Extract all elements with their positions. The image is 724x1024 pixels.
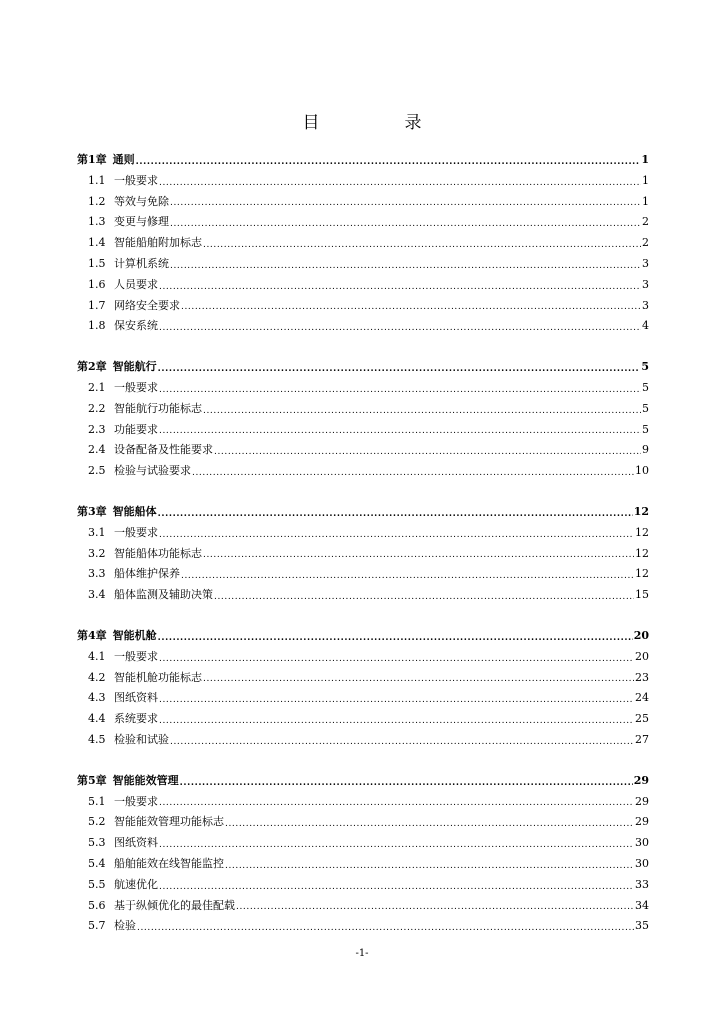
dot-leader <box>159 836 634 854</box>
section-number: 1.4 <box>88 236 106 250</box>
section-number: 5.7 <box>88 919 106 933</box>
chapter-title: 智能机舱 <box>112 628 157 642</box>
section-page: 25 <box>635 712 649 726</box>
dot-leader <box>137 919 634 937</box>
section-title: 一般要求 <box>114 649 158 663</box>
section-number: 5.2 <box>88 815 106 829</box>
chapter-page: 1 <box>641 153 649 166</box>
section-title: 设备配备及性能要求 <box>114 443 213 457</box>
section-number: 5.3 <box>88 836 106 850</box>
section-page: 12 <box>635 525 649 539</box>
section-title: 人员要求 <box>114 277 158 291</box>
toc-section-entry[interactable] <box>77 812 649 833</box>
toc-section-entry[interactable] <box>77 647 649 668</box>
toc-chapter-entry[interactable] <box>77 626 649 647</box>
section-page: 33 <box>635 877 649 891</box>
section-number: 5.5 <box>88 877 106 891</box>
dot-leader <box>170 215 641 233</box>
section-page: 29 <box>635 815 649 829</box>
section-number: 2.2 <box>88 401 106 415</box>
toc-chapter-block <box>77 502 649 606</box>
dot-leader <box>159 878 634 896</box>
toc-section-entry[interactable] <box>77 668 649 689</box>
section-title: 船舶能效在线智能监控 <box>114 856 224 870</box>
dot-leader <box>214 588 634 606</box>
dot-leader <box>159 381 641 399</box>
section-page: 23 <box>635 670 649 684</box>
toc-section-entry[interactable] <box>77 688 649 709</box>
toc-section-entry[interactable] <box>77 730 649 751</box>
section-number: 1.7 <box>88 298 106 312</box>
toc-chapter-entry[interactable] <box>77 771 649 792</box>
section-page: 3 <box>642 256 649 270</box>
dot-leader <box>158 360 641 378</box>
section-number: 3.4 <box>88 588 106 602</box>
section-number: 3.2 <box>88 546 106 560</box>
chapter-number: 第2章 <box>77 360 107 374</box>
section-number: 4.4 <box>88 712 106 726</box>
section-number: 4.3 <box>88 691 106 705</box>
dot-leader <box>181 567 634 585</box>
chapter-title: 通则 <box>112 153 135 166</box>
toc-section-entry[interactable] <box>77 461 649 482</box>
dot-leader <box>214 443 641 461</box>
toc-section-entry[interactable] <box>77 316 649 337</box>
section-title: 图纸资料 <box>114 691 158 705</box>
section-title: 保安系统 <box>114 319 158 333</box>
section-page: 5 <box>642 380 649 394</box>
section-number: 4.1 <box>88 649 106 663</box>
chapter-number: 第4章 <box>77 628 107 642</box>
section-number: 4.5 <box>88 732 106 746</box>
section-title: 船体监测及辅助决策 <box>114 588 213 602</box>
section-title: 等效与免除 <box>114 194 169 208</box>
dot-leader <box>159 422 641 440</box>
section-number: 2.3 <box>88 422 106 436</box>
section-title: 基于纵倾优化的最佳配载 <box>114 898 235 912</box>
toc-section-entry[interactable] <box>77 275 649 296</box>
toc-section-entry[interactable] <box>77 212 649 233</box>
section-number: 2.1 <box>88 380 106 394</box>
section-page: 4 <box>642 319 649 333</box>
toc-section-entry[interactable] <box>77 544 649 565</box>
section-number: 5.1 <box>88 794 106 808</box>
section-title: 智能船体功能标志 <box>114 546 202 560</box>
toc-section-entry[interactable] <box>77 792 649 813</box>
toc-section-entry[interactable] <box>77 896 649 917</box>
section-title: 检验和试验 <box>114 732 169 746</box>
dot-leader <box>170 733 634 751</box>
section-number: 1.8 <box>88 319 106 333</box>
section-page: 3 <box>642 277 649 291</box>
dot-leader <box>159 794 634 812</box>
section-title: 网络安全要求 <box>114 298 180 312</box>
chapter-number: 第1章 <box>77 153 107 166</box>
toc-chapter-entry[interactable] <box>77 150 649 171</box>
dot-leader <box>136 153 641 171</box>
chapter-title: 智能船体 <box>112 504 157 518</box>
dot-leader <box>159 691 634 709</box>
section-page: 12 <box>635 567 649 581</box>
section-page: 5 <box>642 401 649 415</box>
toc-chapter-entry[interactable] <box>77 357 649 378</box>
section-page: 27 <box>635 732 649 746</box>
section-title: 智能机舱功能标志 <box>114 670 202 684</box>
section-number: 3.1 <box>88 525 106 539</box>
dot-leader <box>170 257 641 275</box>
section-number: 2.4 <box>88 443 106 457</box>
toc-chapter-block <box>77 357 649 482</box>
dot-leader <box>159 319 641 337</box>
section-title: 航速优化 <box>114 877 158 891</box>
dot-leader <box>181 298 641 316</box>
section-number: 1.3 <box>88 215 106 229</box>
dot-leader <box>159 712 634 730</box>
toc-section-entry[interactable] <box>77 399 649 420</box>
section-title: 一般要求 <box>114 173 158 187</box>
dot-leader <box>159 650 634 668</box>
section-title: 检验 <box>114 919 136 933</box>
section-number: 3.3 <box>88 567 106 581</box>
section-title: 功能要求 <box>114 422 158 436</box>
dot-leader <box>158 505 633 523</box>
dot-leader <box>203 546 634 564</box>
dot-leader <box>236 898 634 916</box>
dot-leader <box>159 526 634 544</box>
section-page: 9 <box>642 443 649 457</box>
section-number: 2.5 <box>88 464 106 478</box>
section-page: 34 <box>635 898 649 912</box>
section-number: 1.6 <box>88 277 106 291</box>
toc-section-entry[interactable] <box>77 296 649 317</box>
section-title: 智能能效管理功能标志 <box>114 815 224 829</box>
section-title: 系统要求 <box>114 712 158 726</box>
section-title: 计算机系统 <box>114 256 169 270</box>
section-number: 1.2 <box>88 194 106 208</box>
toc-section-entry[interactable] <box>77 585 649 606</box>
chapter-page: 29 <box>633 773 649 787</box>
section-page: 10 <box>635 464 649 478</box>
dot-leader <box>203 670 634 688</box>
toc-section-entry[interactable] <box>77 916 649 937</box>
toc-section-entry[interactable] <box>77 523 649 544</box>
section-page: 1 <box>642 194 649 208</box>
section-page: 30 <box>635 836 649 850</box>
chapter-page: 5 <box>641 360 649 374</box>
chapter-number: 第3章 <box>77 504 107 518</box>
toc-section-entry[interactable] <box>77 254 649 275</box>
toc-chapter-entry[interactable] <box>77 502 649 523</box>
toc-section-entry[interactable] <box>77 192 649 213</box>
toc-section-entry[interactable] <box>77 440 649 461</box>
section-page: 2 <box>642 236 649 250</box>
section-title: 一般要求 <box>114 380 158 394</box>
chapter-number: 第5章 <box>77 773 107 787</box>
dot-leader <box>203 236 641 254</box>
dot-leader <box>203 402 641 420</box>
chapter-title: 智能航行 <box>112 360 157 374</box>
toc-section-entry[interactable] <box>77 171 649 192</box>
section-title: 变更与修理 <box>114 215 169 229</box>
page-number: -1- <box>355 948 369 959</box>
table-of-contents <box>77 150 649 957</box>
section-page: 15 <box>635 588 649 602</box>
chapter-page: 12 <box>633 504 649 518</box>
dot-leader <box>225 857 634 875</box>
toc-section-entry[interactable] <box>77 854 649 875</box>
section-page: 35 <box>635 919 649 933</box>
toc-section-entry[interactable] <box>77 233 649 254</box>
toc-chapter-block <box>77 626 649 751</box>
section-title: 检验与试验要求 <box>114 464 191 478</box>
section-page: 12 <box>635 546 649 560</box>
section-number: 4.2 <box>88 670 106 684</box>
section-number: 1.1 <box>88 173 106 187</box>
section-page: 5 <box>642 422 649 436</box>
chapter-title: 智能能效管理 <box>112 773 179 787</box>
toc-chapter-block <box>77 771 649 937</box>
section-title: 一般要求 <box>114 794 158 808</box>
toc-title: 目 录 <box>302 113 456 133</box>
dot-leader <box>158 629 633 647</box>
section-page: 30 <box>635 856 649 870</box>
section-page: 2 <box>642 215 649 229</box>
dot-leader <box>180 774 633 792</box>
section-page: 24 <box>635 691 649 705</box>
toc-section-entry[interactable] <box>77 709 649 730</box>
section-page: 3 <box>642 298 649 312</box>
toc-section-entry[interactable] <box>77 420 649 441</box>
dot-leader <box>170 194 641 212</box>
section-title: 智能船舶附加标志 <box>114 236 202 250</box>
dot-leader <box>225 815 634 833</box>
toc-section-entry[interactable] <box>77 875 649 896</box>
toc-section-entry[interactable] <box>77 564 649 585</box>
section-page: 20 <box>635 649 649 663</box>
dot-leader <box>192 464 634 482</box>
chapter-page: 20 <box>633 628 649 642</box>
section-page: 1 <box>642 173 649 187</box>
toc-chapter-block <box>77 150 649 337</box>
section-page: 29 <box>635 794 649 808</box>
section-title: 智能航行功能标志 <box>114 401 202 415</box>
dot-leader <box>159 278 641 296</box>
section-number: 5.6 <box>88 898 106 912</box>
section-number: 5.4 <box>88 856 106 870</box>
toc-section-entry[interactable] <box>77 833 649 854</box>
dot-leader <box>159 174 641 192</box>
section-title: 图纸资料 <box>114 836 158 850</box>
section-number: 1.5 <box>88 256 106 270</box>
section-title: 一般要求 <box>114 525 158 539</box>
section-title: 船体维护保养 <box>114 567 180 581</box>
toc-section-entry[interactable] <box>77 378 649 399</box>
